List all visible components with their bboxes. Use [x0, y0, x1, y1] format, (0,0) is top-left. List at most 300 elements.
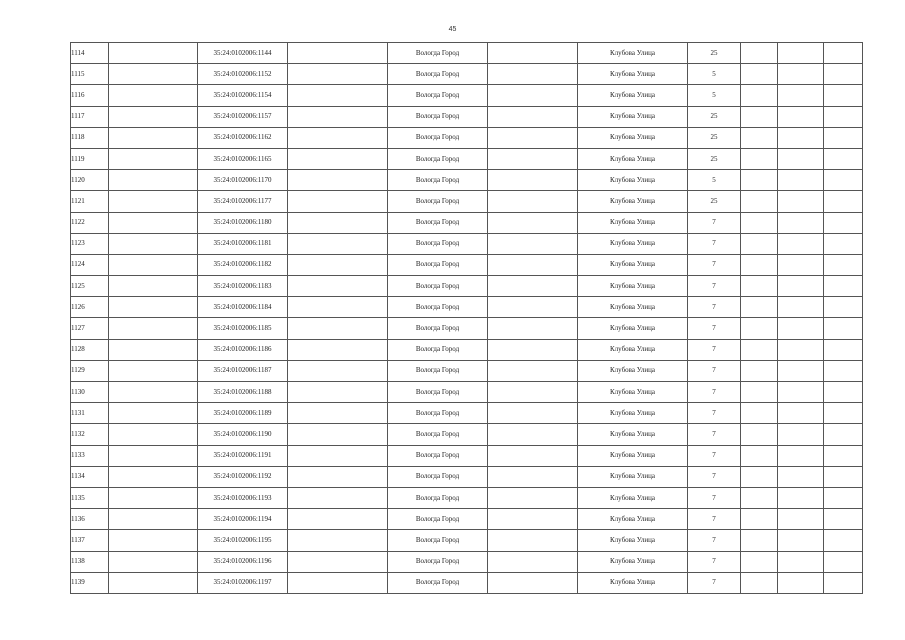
empty-cell — [488, 318, 578, 339]
street-cell: Клубова Улица — [578, 43, 688, 64]
empty-cell — [741, 466, 778, 487]
house-number-cell: 5 — [688, 64, 741, 85]
empty-cell — [109, 509, 198, 530]
street-cell: Клубова Улица — [578, 148, 688, 169]
empty-cell — [109, 212, 198, 233]
empty-cell — [109, 170, 198, 191]
table-row — [71, 297, 863, 318]
city-cell: Вологда Город — [388, 148, 488, 169]
city-cell: Вологда Город — [388, 530, 488, 551]
empty-cell — [778, 106, 824, 127]
table-row — [71, 85, 863, 106]
register-table — [70, 42, 863, 594]
row-number-cell: 1129 — [71, 360, 109, 381]
city-cell: Вологда Город — [388, 43, 488, 64]
empty-cell — [778, 551, 824, 572]
empty-cell — [109, 297, 198, 318]
empty-cell — [288, 572, 388, 593]
empty-cell — [778, 43, 824, 64]
empty-cell — [824, 509, 863, 530]
empty-cell — [288, 551, 388, 572]
house-number-cell: 7 — [688, 382, 741, 403]
street-cell: Клубова Улица — [578, 127, 688, 148]
table-row — [71, 424, 863, 445]
empty-cell — [824, 276, 863, 297]
empty-cell — [488, 509, 578, 530]
cadastral-number-cell: 35:24:0102006:1192 — [198, 466, 288, 487]
empty-cell — [741, 318, 778, 339]
empty-cell — [288, 360, 388, 381]
table-row — [71, 551, 863, 572]
table-row — [71, 509, 863, 530]
row-number-cell: 1133 — [71, 445, 109, 466]
row-number-cell: 1130 — [71, 382, 109, 403]
empty-cell — [288, 509, 388, 530]
empty-cell — [741, 551, 778, 572]
house-number-cell: 7 — [688, 551, 741, 572]
empty-cell — [778, 64, 824, 85]
empty-cell — [488, 424, 578, 445]
empty-cell — [824, 212, 863, 233]
city-cell: Вологда Город — [388, 445, 488, 466]
street-cell: Клубова Улица — [578, 254, 688, 275]
table-row — [71, 127, 863, 148]
empty-cell — [778, 85, 824, 106]
empty-cell — [109, 191, 198, 212]
empty-cell — [109, 403, 198, 424]
cadastral-number-cell: 35:24:0102006:1189 — [198, 403, 288, 424]
empty-cell — [288, 318, 388, 339]
empty-cell — [778, 360, 824, 381]
empty-cell — [824, 254, 863, 275]
city-cell: Вологда Город — [388, 276, 488, 297]
house-number-cell: 7 — [688, 445, 741, 466]
empty-cell — [109, 233, 198, 254]
table-row — [71, 233, 863, 254]
table-row — [71, 254, 863, 275]
empty-cell — [109, 360, 198, 381]
empty-cell — [741, 445, 778, 466]
empty-cell — [824, 64, 863, 85]
empty-cell — [488, 170, 578, 191]
empty-cell — [488, 572, 578, 593]
cadastral-number-cell: 35:24:0102006:1196 — [198, 551, 288, 572]
cadastral-number-cell: 35:24:0102006:1193 — [198, 487, 288, 508]
house-number-cell: 7 — [688, 509, 741, 530]
row-number-cell: 1138 — [71, 551, 109, 572]
street-cell: Клубова Улица — [578, 276, 688, 297]
empty-cell — [824, 297, 863, 318]
empty-cell — [488, 254, 578, 275]
empty-cell — [488, 85, 578, 106]
street-cell: Клубова Улица — [578, 170, 688, 191]
house-number-cell: 25 — [688, 106, 741, 127]
empty-cell — [488, 212, 578, 233]
table-row — [71, 487, 863, 508]
empty-cell — [109, 318, 198, 339]
cadastral-number-cell: 35:24:0102006:1195 — [198, 530, 288, 551]
empty-cell — [824, 170, 863, 191]
street-cell: Клубова Улица — [578, 85, 688, 106]
table-row — [71, 106, 863, 127]
table-row — [71, 191, 863, 212]
empty-cell — [488, 64, 578, 85]
house-number-cell: 7 — [688, 424, 741, 445]
empty-cell — [109, 127, 198, 148]
empty-cell — [778, 572, 824, 593]
empty-cell — [824, 106, 863, 127]
empty-cell — [824, 530, 863, 551]
house-number-cell: 25 — [688, 127, 741, 148]
empty-cell — [288, 43, 388, 64]
table-row — [71, 360, 863, 381]
empty-cell — [488, 339, 578, 360]
empty-cell — [109, 254, 198, 275]
row-number-cell: 1125 — [71, 276, 109, 297]
street-cell: Клубова Улица — [578, 106, 688, 127]
city-cell: Вологда Город — [388, 106, 488, 127]
row-number-cell: 1136 — [71, 509, 109, 530]
empty-cell — [288, 233, 388, 254]
empty-cell — [778, 424, 824, 445]
street-cell: Клубова Улица — [578, 360, 688, 381]
city-cell: Вологда Город — [388, 191, 488, 212]
empty-cell — [778, 339, 824, 360]
row-number-cell: 1135 — [71, 487, 109, 508]
empty-cell — [778, 509, 824, 530]
empty-cell — [488, 530, 578, 551]
city-cell: Вологда Город — [388, 487, 488, 508]
empty-cell — [778, 297, 824, 318]
street-cell: Клубова Улица — [578, 572, 688, 593]
cadastral-number-cell: 35:24:0102006:1182 — [198, 254, 288, 275]
empty-cell — [288, 64, 388, 85]
cadastral-number-cell: 35:24:0102006:1154 — [198, 85, 288, 106]
empty-cell — [109, 487, 198, 508]
row-number-cell: 1122 — [71, 212, 109, 233]
empty-cell — [288, 276, 388, 297]
row-number-cell: 1117 — [71, 106, 109, 127]
empty-cell — [288, 339, 388, 360]
empty-cell — [109, 85, 198, 106]
empty-cell — [288, 403, 388, 424]
row-number-cell: 1119 — [71, 148, 109, 169]
empty-cell — [778, 127, 824, 148]
cadastral-number-cell: 35:24:0102006:1197 — [198, 572, 288, 593]
empty-cell — [741, 572, 778, 593]
empty-cell — [488, 360, 578, 381]
cadastral-number-cell: 35:24:0102006:1190 — [198, 424, 288, 445]
empty-cell — [488, 297, 578, 318]
empty-cell — [741, 360, 778, 381]
cadastral-number-cell: 35:24:0102006:1183 — [198, 276, 288, 297]
city-cell: Вологда Город — [388, 424, 488, 445]
street-cell: Клубова Улица — [578, 509, 688, 530]
empty-cell — [109, 551, 198, 572]
empty-cell — [288, 170, 388, 191]
empty-cell — [741, 487, 778, 508]
empty-cell — [288, 85, 388, 106]
row-number-cell: 1128 — [71, 339, 109, 360]
city-cell: Вологда Город — [388, 170, 488, 191]
house-number-cell: 7 — [688, 276, 741, 297]
row-number-cell: 1137 — [71, 530, 109, 551]
street-cell: Клубова Улица — [578, 487, 688, 508]
cadastral-number-cell: 35:24:0102006:1184 — [198, 297, 288, 318]
empty-cell — [741, 170, 778, 191]
empty-cell — [109, 466, 198, 487]
empty-cell — [741, 64, 778, 85]
city-cell: Вологда Город — [388, 254, 488, 275]
empty-cell — [288, 382, 388, 403]
empty-cell — [741, 509, 778, 530]
empty-cell — [288, 466, 388, 487]
empty-cell — [488, 445, 578, 466]
page-number: 45 — [448, 26, 457, 33]
empty-cell — [488, 191, 578, 212]
empty-cell — [488, 466, 578, 487]
empty-cell — [741, 85, 778, 106]
street-cell: Клубова Улица — [578, 64, 688, 85]
empty-cell — [778, 382, 824, 403]
empty-cell — [741, 191, 778, 212]
house-number-cell: 7 — [688, 212, 741, 233]
row-number-cell: 1115 — [71, 64, 109, 85]
table-body — [71, 43, 863, 594]
empty-cell — [288, 148, 388, 169]
empty-cell — [824, 43, 863, 64]
cadastral-number-cell: 35:24:0102006:1162 — [198, 127, 288, 148]
empty-cell — [288, 212, 388, 233]
street-cell: Клубова Улица — [578, 297, 688, 318]
house-number-cell: 7 — [688, 318, 741, 339]
cadastral-number-cell: 35:24:0102006:1188 — [198, 382, 288, 403]
table-row — [71, 339, 863, 360]
row-number-cell: 1131 — [71, 403, 109, 424]
row-number-cell: 1120 — [71, 170, 109, 191]
table-row — [71, 64, 863, 85]
empty-cell — [741, 382, 778, 403]
empty-cell — [778, 318, 824, 339]
table-row — [71, 318, 863, 339]
empty-cell — [488, 127, 578, 148]
empty-cell — [741, 254, 778, 275]
house-number-cell: 7 — [688, 572, 741, 593]
empty-cell — [824, 85, 863, 106]
city-cell: Вологда Город — [388, 509, 488, 530]
table-row — [71, 572, 863, 593]
cadastral-number-cell: 35:24:0102006:1177 — [198, 191, 288, 212]
row-number-cell: 1124 — [71, 254, 109, 275]
table-row — [71, 148, 863, 169]
empty-cell — [288, 297, 388, 318]
city-cell: Вологда Город — [388, 212, 488, 233]
city-cell: Вологда Город — [388, 318, 488, 339]
row-number-cell: 1126 — [71, 297, 109, 318]
table-row — [71, 276, 863, 297]
empty-cell — [488, 403, 578, 424]
street-cell: Клубова Улица — [578, 530, 688, 551]
empty-cell — [778, 403, 824, 424]
empty-cell — [288, 445, 388, 466]
empty-cell — [109, 530, 198, 551]
row-number-cell: 1116 — [71, 85, 109, 106]
empty-cell — [778, 445, 824, 466]
street-cell: Клубова Улица — [578, 212, 688, 233]
empty-cell — [824, 424, 863, 445]
table-row — [71, 382, 863, 403]
empty-cell — [741, 276, 778, 297]
house-number-cell: 7 — [688, 466, 741, 487]
row-number-cell: 1134 — [71, 466, 109, 487]
cadastral-number-cell: 35:24:0102006:1191 — [198, 445, 288, 466]
city-cell: Вологда Город — [388, 127, 488, 148]
city-cell: Вологда Город — [388, 403, 488, 424]
empty-cell — [488, 106, 578, 127]
house-number-cell: 5 — [688, 170, 741, 191]
empty-cell — [109, 572, 198, 593]
cadastral-number-cell: 35:24:0102006:1157 — [198, 106, 288, 127]
house-number-cell: 7 — [688, 487, 741, 508]
street-cell: Клубова Улица — [578, 403, 688, 424]
house-number-cell: 25 — [688, 191, 741, 212]
empty-cell — [824, 318, 863, 339]
empty-cell — [109, 382, 198, 403]
street-cell: Клубова Улица — [578, 424, 688, 445]
empty-cell — [741, 403, 778, 424]
empty-cell — [824, 191, 863, 212]
empty-cell — [288, 127, 388, 148]
street-cell: Клубова Улица — [578, 445, 688, 466]
empty-cell — [741, 233, 778, 254]
house-number-cell: 25 — [688, 43, 741, 64]
empty-cell — [778, 191, 824, 212]
street-cell: Клубова Улица — [578, 318, 688, 339]
city-cell: Вологда Город — [388, 339, 488, 360]
city-cell: Вологда Город — [388, 233, 488, 254]
empty-cell — [824, 403, 863, 424]
table-row — [71, 403, 863, 424]
table-row — [71, 43, 863, 64]
empty-cell — [824, 551, 863, 572]
empty-cell — [824, 445, 863, 466]
house-number-cell: 7 — [688, 403, 741, 424]
empty-cell — [288, 530, 388, 551]
empty-cell — [741, 106, 778, 127]
house-number-cell: 7 — [688, 233, 741, 254]
street-cell: Клубова Улица — [578, 466, 688, 487]
empty-cell — [288, 254, 388, 275]
empty-cell — [488, 148, 578, 169]
house-number-cell: 7 — [688, 530, 741, 551]
empty-cell — [741, 212, 778, 233]
street-cell: Клубова Улица — [578, 339, 688, 360]
empty-cell — [824, 572, 863, 593]
empty-cell — [824, 233, 863, 254]
cadastral-number-cell: 35:24:0102006:1180 — [198, 212, 288, 233]
house-number-cell: 7 — [688, 339, 741, 360]
cadastral-number-cell: 35:24:0102006:1165 — [198, 148, 288, 169]
empty-cell — [741, 148, 778, 169]
empty-cell — [488, 487, 578, 508]
table-row — [71, 445, 863, 466]
empty-cell — [488, 43, 578, 64]
cadastral-number-cell: 35:24:0102006:1186 — [198, 339, 288, 360]
city-cell: Вологда Город — [388, 551, 488, 572]
house-number-cell: 7 — [688, 254, 741, 275]
house-number-cell: 7 — [688, 360, 741, 381]
empty-cell — [288, 106, 388, 127]
row-number-cell: 1123 — [71, 233, 109, 254]
empty-cell — [288, 191, 388, 212]
cadastral-number-cell: 35:24:0102006:1144 — [198, 43, 288, 64]
city-cell: Вологда Город — [388, 572, 488, 593]
empty-cell — [824, 487, 863, 508]
empty-cell — [824, 382, 863, 403]
house-number-cell: 7 — [688, 297, 741, 318]
empty-cell — [741, 43, 778, 64]
table-row — [71, 530, 863, 551]
row-number-cell: 1127 — [71, 318, 109, 339]
city-cell: Вологда Город — [388, 297, 488, 318]
empty-cell — [824, 339, 863, 360]
row-number-cell: 1121 — [71, 191, 109, 212]
empty-cell — [741, 127, 778, 148]
empty-cell — [778, 148, 824, 169]
empty-cell — [778, 530, 824, 551]
empty-cell — [109, 339, 198, 360]
street-cell: Клубова Улица — [578, 233, 688, 254]
empty-cell — [778, 233, 824, 254]
empty-cell — [109, 445, 198, 466]
cadastral-number-cell: 35:24:0102006:1194 — [198, 509, 288, 530]
city-cell: Вологда Город — [388, 64, 488, 85]
table-row — [71, 170, 863, 191]
empty-cell — [741, 424, 778, 445]
empty-cell — [109, 424, 198, 445]
street-cell: Клубова Улица — [578, 191, 688, 212]
empty-cell — [488, 551, 578, 572]
cadastral-number-cell: 35:24:0102006:1170 — [198, 170, 288, 191]
empty-cell — [778, 487, 824, 508]
house-number-cell: 25 — [688, 148, 741, 169]
empty-cell — [824, 148, 863, 169]
city-cell: Вологда Город — [388, 466, 488, 487]
city-cell: Вологда Город — [388, 360, 488, 381]
cadastral-number-cell: 35:24:0102006:1187 — [198, 360, 288, 381]
cadastral-number-cell: 35:24:0102006:1185 — [198, 318, 288, 339]
empty-cell — [288, 424, 388, 445]
row-number-cell: 1139 — [71, 572, 109, 593]
house-number-cell: 5 — [688, 85, 741, 106]
empty-cell — [109, 276, 198, 297]
empty-cell — [778, 254, 824, 275]
empty-cell — [488, 276, 578, 297]
row-number-cell: 1118 — [71, 127, 109, 148]
empty-cell — [824, 360, 863, 381]
street-cell: Клубова Улица — [578, 382, 688, 403]
empty-cell — [778, 170, 824, 191]
empty-cell — [488, 233, 578, 254]
empty-cell — [824, 127, 863, 148]
table-row — [71, 466, 863, 487]
empty-cell — [824, 466, 863, 487]
empty-cell — [109, 106, 198, 127]
empty-cell — [741, 530, 778, 551]
empty-cell — [488, 382, 578, 403]
empty-cell — [109, 148, 198, 169]
city-cell: Вологда Город — [388, 85, 488, 106]
